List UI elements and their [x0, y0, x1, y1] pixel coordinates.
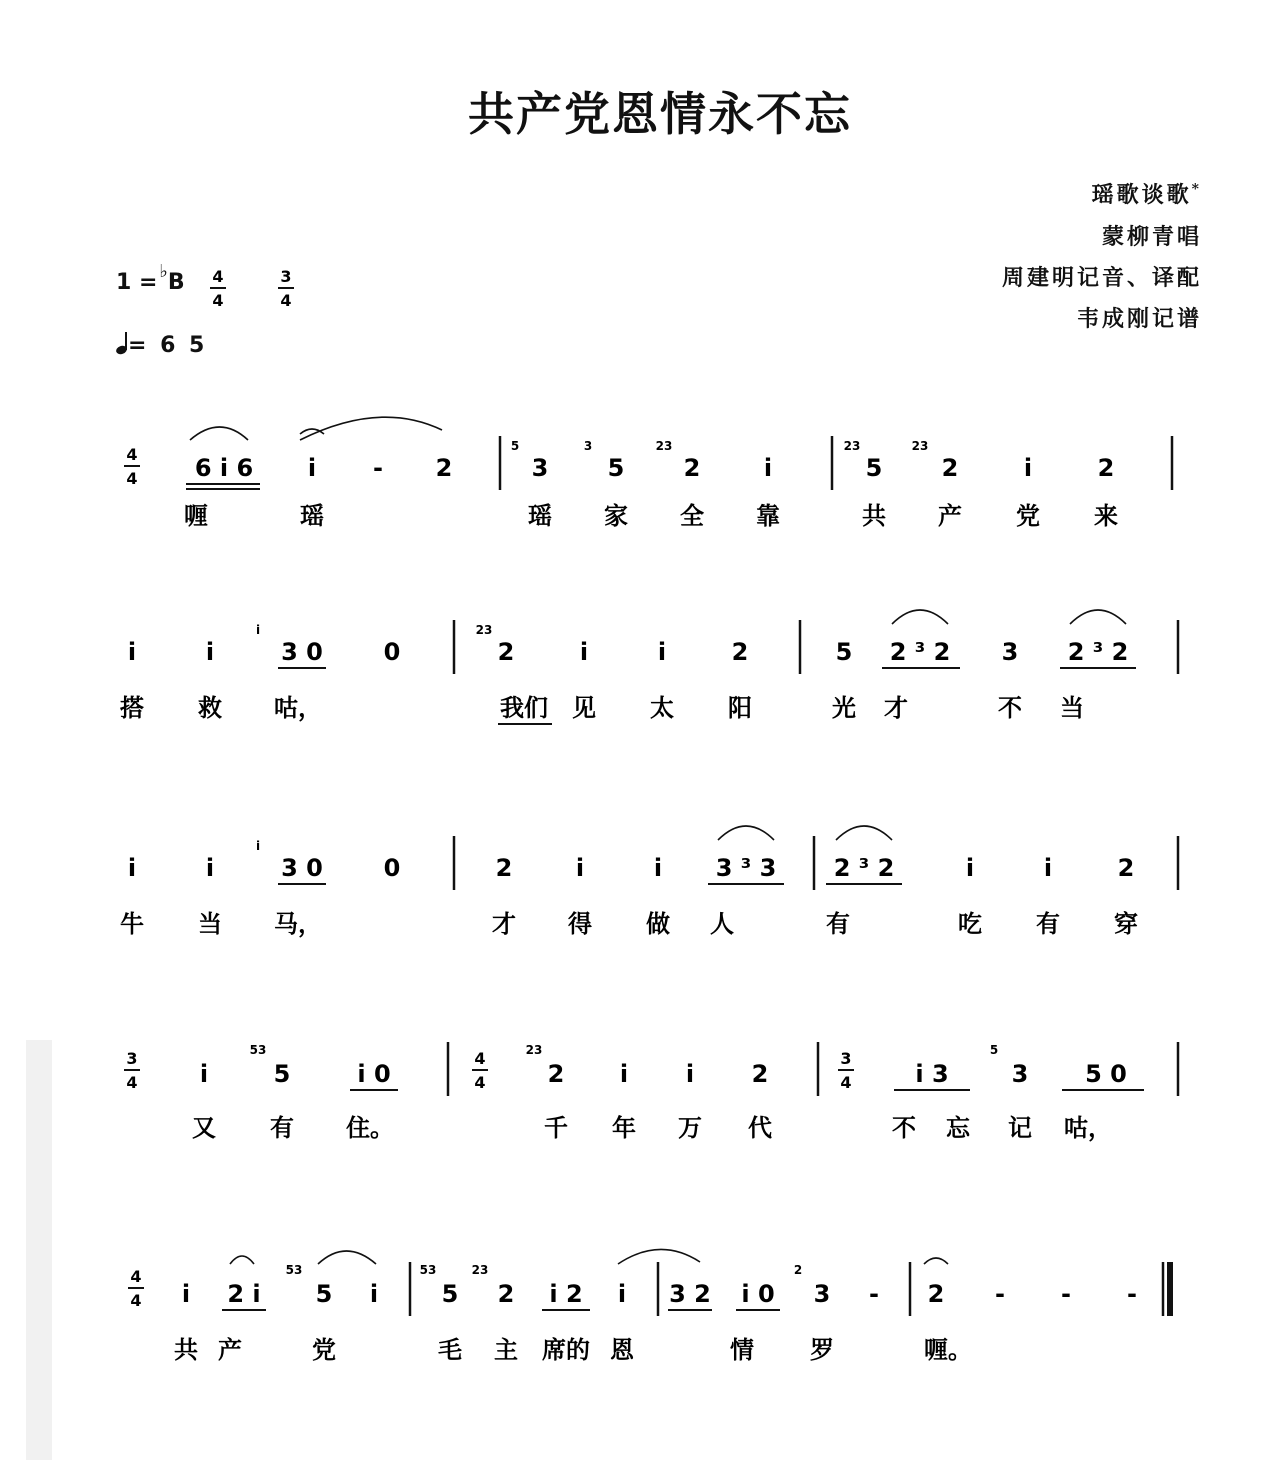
- note: 2: [435, 454, 453, 482]
- lyric: 光: [832, 693, 856, 722]
- note-dash: -: [1061, 1280, 1071, 1308]
- grace-note: i: [255, 839, 261, 853]
- note: i: [369, 1280, 379, 1308]
- note-dash: -: [1127, 1280, 1137, 1308]
- note: 2: [1097, 454, 1115, 482]
- lyric: 席的: [542, 1335, 590, 1364]
- lyric: 穿: [1114, 909, 1138, 938]
- slur: [190, 427, 248, 440]
- lyric: 瑶: [300, 501, 324, 530]
- tempo-marking: [116, 332, 207, 358]
- note: 2: [497, 1280, 515, 1308]
- note-group: 2 ³ 2: [833, 854, 895, 882]
- note: 5: [835, 638, 853, 666]
- lyric: 我们: [500, 693, 548, 722]
- lyric: 千: [544, 1113, 568, 1142]
- note: 5: [273, 1060, 291, 1088]
- lyric: 救: [198, 693, 222, 722]
- note: 5: [865, 454, 883, 482]
- slur: [718, 826, 774, 840]
- grace-note: 23: [843, 439, 861, 453]
- note-group: 2 i: [227, 1280, 261, 1308]
- time-sig-num: 4: [474, 1049, 486, 1068]
- note-group: 3 0: [281, 854, 323, 882]
- quarter-note-icon: [116, 332, 128, 354]
- lyric: 主: [494, 1335, 518, 1364]
- lyric: 才: [492, 909, 516, 938]
- lyric: 共: [174, 1335, 198, 1364]
- time-sig-num: 4: [126, 445, 138, 464]
- lyric: 太: [650, 693, 674, 722]
- time-sig-den: 4: [130, 1291, 142, 1310]
- lyric: 当: [198, 909, 222, 938]
- time-sig-den: 4: [126, 469, 138, 488]
- lyric: 罗: [810, 1335, 834, 1364]
- time-sig-num: 3: [126, 1049, 138, 1068]
- time-signature-group: [0, 262, 320, 312]
- note: i: [307, 454, 317, 482]
- lyric: 喱: [184, 501, 208, 530]
- fermata: [924, 1258, 948, 1264]
- lyric: 吃: [958, 909, 982, 938]
- lyric: 又: [192, 1113, 216, 1142]
- slur: [1070, 610, 1126, 624]
- time-sig-den: 4: [212, 291, 224, 310]
- lyric: 搭: [120, 693, 144, 722]
- grace-note: 23: [475, 623, 493, 637]
- score-line-4: [0, 1004, 1280, 1154]
- lyric: 马，: [274, 909, 322, 938]
- note: i: [657, 638, 667, 666]
- grace-note: i: [255, 623, 261, 637]
- grace-note: 53: [285, 1263, 303, 1277]
- grace-note: 53: [249, 1043, 267, 1057]
- note: i: [199, 1060, 209, 1088]
- lyric: 住。: [346, 1113, 394, 1142]
- grace-note: 2: [793, 1263, 803, 1277]
- note: 5: [315, 1280, 333, 1308]
- note: 2: [495, 854, 513, 882]
- credit-genre-text: 瑶歌谈歌: [1091, 182, 1192, 208]
- lyric: 阳: [728, 693, 752, 722]
- note: 3: [813, 1280, 831, 1308]
- note: i: [1023, 454, 1033, 482]
- note: 2: [683, 454, 701, 482]
- score-line-5: [0, 1222, 1280, 1372]
- note: 5: [441, 1280, 459, 1308]
- lyric: 产: [218, 1335, 242, 1364]
- lyric: 全: [680, 501, 704, 530]
- time-sig-num: 3: [840, 1049, 852, 1068]
- grace-note: 5: [989, 1043, 999, 1057]
- note: i: [127, 854, 137, 882]
- time-sig-den: 4: [840, 1073, 852, 1092]
- note: i: [205, 854, 215, 882]
- lyric: 瑶: [528, 501, 552, 530]
- credit-recorder: 周建明记音、译配: [1001, 265, 1202, 291]
- key-note: B: [167, 270, 185, 295]
- note-group: i 0: [741, 1280, 775, 1308]
- lyric: 有: [270, 1113, 294, 1142]
- note-group: 5 0: [1085, 1060, 1127, 1088]
- note-group: 3 0: [281, 638, 323, 666]
- score-line-1: [0, 400, 1280, 540]
- credit-transcriber: 韦成刚记谱: [1076, 306, 1202, 332]
- time-sig-den: 4: [126, 1073, 138, 1092]
- note: 2: [927, 1280, 945, 1308]
- note-group: i 2: [549, 1280, 583, 1308]
- tie: [618, 1249, 700, 1264]
- time-sig-num: 4: [130, 1267, 142, 1286]
- note-group: i 3: [915, 1060, 949, 1088]
- note-dash: -: [373, 454, 383, 482]
- note: i: [653, 854, 663, 882]
- lyric: 万: [678, 1113, 702, 1142]
- lyric: 做: [646, 909, 670, 938]
- note: 0: [383, 638, 401, 666]
- slur: [318, 1251, 376, 1264]
- lyric: 才: [884, 693, 908, 722]
- tie: [300, 417, 442, 440]
- note: 0: [383, 854, 401, 882]
- lyric: 当: [1060, 693, 1084, 722]
- note-group: 6 i 6: [194, 454, 254, 482]
- lyric: 情: [730, 1335, 754, 1364]
- flat-sign: ♭: [159, 261, 168, 282]
- note: i: [575, 854, 585, 882]
- lyric: 靠: [756, 501, 780, 530]
- note: i: [579, 638, 589, 666]
- note: i: [619, 1060, 629, 1088]
- note: i: [1043, 854, 1053, 882]
- lyric: 人: [710, 909, 734, 938]
- credit-genre-mark: *: [1191, 181, 1202, 198]
- grace-note: 23: [525, 1043, 543, 1057]
- lyric: 党: [312, 1335, 336, 1364]
- grace-note: 3: [583, 439, 593, 453]
- note: 3: [531, 454, 549, 482]
- note: 2: [751, 1060, 769, 1088]
- note-dash: -: [869, 1280, 879, 1308]
- note: i: [763, 454, 773, 482]
- lyric: 忘: [946, 1113, 970, 1142]
- grace-note: 53: [419, 1263, 437, 1277]
- lyric: 恩: [610, 1335, 634, 1364]
- note-group: i 0: [357, 1060, 391, 1088]
- note: i: [205, 638, 215, 666]
- key-prefix: 1 =: [116, 270, 158, 295]
- lyric: 产: [938, 501, 962, 530]
- lyric: 党: [1016, 501, 1040, 530]
- grace-note: 23: [911, 439, 929, 453]
- grace-note: 23: [655, 439, 673, 453]
- note-group: 2 ³ 2: [889, 638, 951, 666]
- slur: [836, 826, 892, 840]
- lyric: 牛: [120, 909, 144, 938]
- note-group: 3 2: [669, 1280, 711, 1308]
- note: 5: [607, 454, 625, 482]
- note: 2: [497, 638, 515, 666]
- lyric: 年: [612, 1113, 636, 1142]
- note: 3: [1001, 638, 1019, 666]
- lyric: 有: [826, 909, 850, 938]
- note: i: [685, 1060, 695, 1088]
- lyric: 见: [572, 693, 596, 722]
- note: 3: [1011, 1060, 1029, 1088]
- time-sig-den: 4: [474, 1073, 486, 1092]
- tempo-value: = 6 5: [128, 333, 208, 358]
- lyric: 记: [1008, 1113, 1032, 1142]
- note: i: [127, 638, 137, 666]
- note: 2: [941, 454, 959, 482]
- lyric: 不: [998, 693, 1022, 722]
- time-sig-num: 3: [280, 267, 292, 286]
- note: i: [965, 854, 975, 882]
- slur: [230, 1256, 254, 1264]
- lyric: 家: [604, 501, 628, 530]
- note: 2: [731, 638, 749, 666]
- note-group: 2 ³ 2: [1067, 638, 1129, 666]
- lyric: 咕，: [274, 693, 322, 722]
- lyric: 咕，: [1064, 1113, 1112, 1142]
- credit-genre: [1092, 178, 1202, 209]
- score-line-3: [0, 800, 1280, 940]
- credit-singer: 蒙柳青唱: [1101, 224, 1202, 250]
- lyric: 不: [892, 1113, 916, 1142]
- grace-note: 5: [510, 439, 520, 453]
- score-line-2: [0, 584, 1280, 724]
- note-group: 3 ³ 3: [715, 854, 777, 882]
- lyric: 得: [568, 909, 592, 938]
- slur: [892, 610, 948, 624]
- lyric: 有: [1036, 909, 1060, 938]
- lyric: 喱。: [924, 1335, 972, 1364]
- note: i: [617, 1280, 627, 1308]
- lyric: 来: [1094, 501, 1118, 530]
- note: 2: [547, 1060, 565, 1088]
- lyric: 代: [748, 1113, 772, 1142]
- song-title: 共产党恩情永不忘: [468, 87, 852, 141]
- note: i: [181, 1280, 191, 1308]
- grace-note: 23: [471, 1263, 489, 1277]
- note-dash: -: [995, 1280, 1005, 1308]
- note: 2: [1117, 854, 1135, 882]
- time-sig-den: 4: [280, 291, 292, 310]
- lyric: 共: [862, 501, 886, 530]
- time-sig-num: 4: [212, 267, 224, 286]
- lyric: 毛: [438, 1335, 462, 1364]
